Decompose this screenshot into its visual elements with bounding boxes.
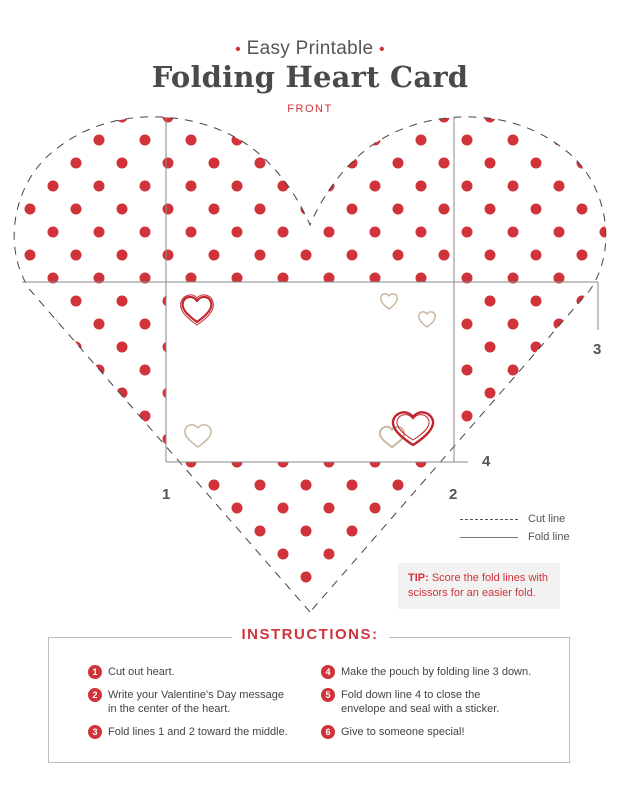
polka-dot <box>600 549 611 560</box>
polka-dot <box>209 480 220 491</box>
polka-dot <box>140 319 151 330</box>
polka-dot <box>71 112 82 123</box>
step-text: Fold down line 4 to close the envelope and seal with a sticker. <box>341 689 500 715</box>
polka-dot <box>370 227 381 238</box>
polka-dot <box>462 549 473 560</box>
polka-dot <box>71 296 82 307</box>
polka-dot <box>48 365 59 376</box>
polka-dot <box>439 112 450 123</box>
polka-dot <box>71 158 82 169</box>
polka-dot <box>25 388 36 399</box>
polka-dot <box>508 365 519 376</box>
polka-dot <box>531 434 542 445</box>
polka-dot <box>600 411 611 422</box>
polka-dot <box>577 204 588 215</box>
polka-dot <box>48 319 59 330</box>
polka-dot <box>462 227 473 238</box>
polka-dot <box>2 181 13 192</box>
polka-dot <box>416 549 427 560</box>
polka-dot <box>600 457 611 468</box>
fold-number-2: 2 <box>449 486 458 503</box>
instructions-heading: INSTRUCTIONS: <box>232 626 389 643</box>
polka-dot <box>186 595 197 606</box>
polka-dot <box>462 135 473 146</box>
step-text: Write your Valentine's Day message in the center of the heart. <box>108 689 284 715</box>
polka-dot <box>48 227 59 238</box>
legend-cut-label: Cut line <box>528 513 566 525</box>
step-text: Cut out heart. <box>108 666 175 678</box>
polka-dot <box>255 112 266 123</box>
polka-dot <box>117 250 128 261</box>
polka-dot <box>554 181 565 192</box>
polka-dot <box>2 549 13 560</box>
polka-dot <box>531 250 542 261</box>
polka-dot <box>439 158 450 169</box>
polka-dot <box>600 227 611 238</box>
step-number-badge: 1 <box>88 665 102 679</box>
polka-dot <box>25 480 36 491</box>
fold-number-3: 3 <box>593 341 602 358</box>
bullet-dot-icon: • <box>378 41 385 58</box>
polka-dot <box>117 204 128 215</box>
polka-dot <box>393 480 404 491</box>
polka-dot <box>278 227 289 238</box>
polka-dot <box>577 342 588 353</box>
polka-dot <box>209 158 220 169</box>
polka-dot <box>163 250 174 261</box>
polka-dot <box>577 250 588 261</box>
polka-dot <box>48 457 59 468</box>
polka-dot <box>301 158 312 169</box>
legend-fold-line <box>460 531 570 543</box>
polka-dot <box>140 457 151 468</box>
polka-dot <box>531 388 542 399</box>
polka-dot <box>508 135 519 146</box>
polka-dot <box>232 503 243 514</box>
legend-cut-line <box>460 513 565 525</box>
polka-dot <box>25 434 36 445</box>
step-number-badge: 5 <box>321 688 335 702</box>
polka-dot <box>439 204 450 215</box>
tip-label: TIP: <box>408 572 429 584</box>
polka-dot <box>462 365 473 376</box>
polka-dot <box>531 296 542 307</box>
instructions-heading-wrap <box>0 626 620 644</box>
instruction-step-3 <box>88 725 308 739</box>
polka-dot <box>600 319 611 330</box>
polka-dot <box>462 181 473 192</box>
polka-dot <box>232 595 243 606</box>
polka-dot <box>140 227 151 238</box>
polka-dot <box>163 204 174 215</box>
polka-dot <box>577 572 588 583</box>
polka-dot <box>600 181 611 192</box>
polka-dot <box>25 342 36 353</box>
polka-dot <box>232 549 243 560</box>
polka-dot <box>71 480 82 491</box>
polka-dot <box>554 549 565 560</box>
polka-dot <box>324 503 335 514</box>
polka-dot <box>71 204 82 215</box>
polka-dot <box>163 526 174 537</box>
polka-dot <box>278 503 289 514</box>
polka-dot <box>48 595 59 606</box>
polka-dot <box>25 296 36 307</box>
polka-dot <box>577 112 588 123</box>
polka-dot <box>255 158 266 169</box>
polka-dot <box>485 342 496 353</box>
polka-dot <box>140 595 151 606</box>
polka-dot <box>577 526 588 537</box>
polka-dot <box>462 503 473 514</box>
polka-dot <box>117 388 128 399</box>
polka-dot <box>324 595 335 606</box>
instruction-step-1 <box>88 665 298 679</box>
polka-dot <box>393 526 404 537</box>
polka-dot <box>347 572 358 583</box>
polka-dot <box>347 112 358 123</box>
legend-fold-label: Fold line <box>528 531 570 543</box>
polka-dot <box>2 365 13 376</box>
polka-dot <box>94 457 105 468</box>
polka-dot <box>485 158 496 169</box>
polka-dot <box>186 549 197 560</box>
polka-dot <box>25 158 36 169</box>
polka-dot <box>163 112 174 123</box>
polka-dot <box>255 526 266 537</box>
subtitle-text: Easy Printable <box>246 38 374 59</box>
polka-dot <box>209 204 220 215</box>
polka-dot <box>117 434 128 445</box>
polka-dot <box>255 204 266 215</box>
polka-dot <box>94 411 105 422</box>
polka-dot <box>48 503 59 514</box>
polka-dot <box>117 342 128 353</box>
polka-dot <box>439 250 450 261</box>
polka-dot <box>370 549 381 560</box>
polka-dot <box>554 227 565 238</box>
polka-dot <box>48 411 59 422</box>
polka-dot <box>531 112 542 123</box>
polka-dot <box>370 181 381 192</box>
polka-dot <box>186 181 197 192</box>
polka-dot <box>370 595 381 606</box>
polka-dot <box>301 526 312 537</box>
polka-dot <box>186 227 197 238</box>
polka-dot <box>94 549 105 560</box>
polka-dot <box>278 135 289 146</box>
polka-dot <box>48 135 59 146</box>
polka-dot <box>278 549 289 560</box>
polka-dot <box>485 480 496 491</box>
polka-dot <box>508 549 519 560</box>
polka-dot <box>531 158 542 169</box>
polka-dot <box>301 572 312 583</box>
polka-dot <box>94 595 105 606</box>
polka-dot <box>508 411 519 422</box>
polka-dot <box>370 135 381 146</box>
polka-dot <box>94 503 105 514</box>
polka-dot <box>255 480 266 491</box>
polka-dot <box>347 250 358 261</box>
polka-dot <box>209 526 220 537</box>
polka-dot <box>301 112 312 123</box>
polka-dot <box>577 388 588 399</box>
step-number-badge: 3 <box>88 725 102 739</box>
polka-dot <box>554 319 565 330</box>
polka-dot <box>393 204 404 215</box>
polka-dot <box>2 273 13 284</box>
polka-dot <box>324 227 335 238</box>
instruction-step-6 <box>321 725 561 739</box>
polka-dot <box>324 549 335 560</box>
step-text: Fold lines 1 and 2 toward the middle. <box>108 726 288 738</box>
polka-dot <box>25 526 36 537</box>
tip-box <box>398 563 560 609</box>
polka-dot <box>255 572 266 583</box>
polka-dot <box>117 296 128 307</box>
polka-dot <box>140 549 151 560</box>
polka-dot <box>554 503 565 514</box>
polka-dot <box>71 388 82 399</box>
step-number-badge: 6 <box>321 725 335 739</box>
polka-dot <box>462 319 473 330</box>
polka-dot <box>209 250 220 261</box>
polka-dot <box>140 181 151 192</box>
polka-dot <box>485 204 496 215</box>
polka-dot <box>117 480 128 491</box>
polka-dot <box>416 227 427 238</box>
polka-dot <box>140 135 151 146</box>
polka-dot <box>554 135 565 146</box>
polka-dot <box>232 181 243 192</box>
polka-dot <box>2 411 13 422</box>
polka-dot <box>94 319 105 330</box>
polka-dot <box>393 112 404 123</box>
polka-dot <box>485 250 496 261</box>
polka-dot <box>71 434 82 445</box>
polka-dot <box>117 526 128 537</box>
polka-dot <box>416 181 427 192</box>
polka-dot <box>439 526 450 537</box>
polka-dot <box>2 595 13 606</box>
polka-dot <box>324 135 335 146</box>
polka-dot <box>485 296 496 307</box>
polka-dot <box>48 181 59 192</box>
polka-dot <box>600 135 611 146</box>
polka-dot <box>186 135 197 146</box>
step-number-badge: 2 <box>88 688 102 702</box>
polka-dot <box>508 319 519 330</box>
polka-dot <box>94 181 105 192</box>
polka-dot <box>347 204 358 215</box>
polka-dot <box>2 227 13 238</box>
polka-dot <box>2 503 13 514</box>
polka-dot <box>531 204 542 215</box>
side-label: FRONT <box>287 103 333 115</box>
polka-dot <box>2 457 13 468</box>
step-text: Make the pouch by folding line 3 down. <box>341 666 532 678</box>
polka-dot <box>347 480 358 491</box>
polka-dot <box>25 204 36 215</box>
dashed-line-icon <box>460 519 518 520</box>
polka-dot <box>209 112 220 123</box>
polka-dot <box>508 457 519 468</box>
polka-dot <box>48 549 59 560</box>
polka-dot <box>2 319 13 330</box>
polka-dot <box>393 250 404 261</box>
polka-dot <box>163 158 174 169</box>
polka-dot <box>600 595 611 606</box>
polka-dot <box>577 158 588 169</box>
instruction-step-2 <box>88 688 303 716</box>
tip-text: Score the fold lines with scissors for an easier fold. <box>408 572 549 599</box>
solid-line-icon <box>460 537 518 538</box>
polka-dot <box>255 250 266 261</box>
polka-dot <box>301 480 312 491</box>
polka-dot <box>531 480 542 491</box>
polka-dot <box>370 503 381 514</box>
polka-dot <box>554 411 565 422</box>
instruction-step-4 <box>321 665 561 679</box>
step-text: Give to someone special! <box>341 726 465 738</box>
polka-dot <box>439 480 450 491</box>
polka-dot <box>301 250 312 261</box>
polka-dot <box>71 572 82 583</box>
polka-dot <box>140 411 151 422</box>
polka-dot <box>600 273 611 284</box>
polka-dot <box>600 503 611 514</box>
polka-dot <box>71 526 82 537</box>
instruction-step-5 <box>321 688 561 716</box>
polka-dot <box>485 112 496 123</box>
polka-dot <box>25 572 36 583</box>
polka-dot <box>554 457 565 468</box>
fold-number-1: 1 <box>162 486 171 503</box>
polka-dot <box>508 503 519 514</box>
polka-dot <box>94 227 105 238</box>
step-number-badge: 4 <box>321 665 335 679</box>
polka-dot <box>462 411 473 422</box>
polka-dot <box>140 365 151 376</box>
polka-dot <box>347 158 358 169</box>
page-title: Folding Heart Card <box>151 60 469 94</box>
polka-dot <box>577 296 588 307</box>
polka-dot <box>2 135 13 146</box>
polka-dot <box>186 503 197 514</box>
polka-dot <box>485 434 496 445</box>
polka-dot <box>577 480 588 491</box>
polka-dot <box>416 135 427 146</box>
bullet-dot-icon: • <box>235 41 242 58</box>
polka-dot <box>554 365 565 376</box>
polka-dot <box>25 250 36 261</box>
polka-dot <box>278 595 289 606</box>
polka-dot <box>278 181 289 192</box>
polka-dot <box>117 572 128 583</box>
polka-dot <box>25 112 36 123</box>
polka-dot <box>232 227 243 238</box>
polka-dot <box>140 503 151 514</box>
polka-dot <box>71 250 82 261</box>
polka-dot <box>163 572 174 583</box>
polka-dot <box>209 572 220 583</box>
polka-dot <box>117 158 128 169</box>
polka-dot <box>416 503 427 514</box>
polka-dot <box>600 365 611 376</box>
polka-dot <box>347 526 358 537</box>
polka-dot <box>485 388 496 399</box>
polka-dot <box>94 135 105 146</box>
fold-number-4: 4 <box>482 453 491 470</box>
polka-dot <box>393 158 404 169</box>
polka-dot <box>577 434 588 445</box>
polka-dot <box>508 181 519 192</box>
polka-dot <box>508 227 519 238</box>
